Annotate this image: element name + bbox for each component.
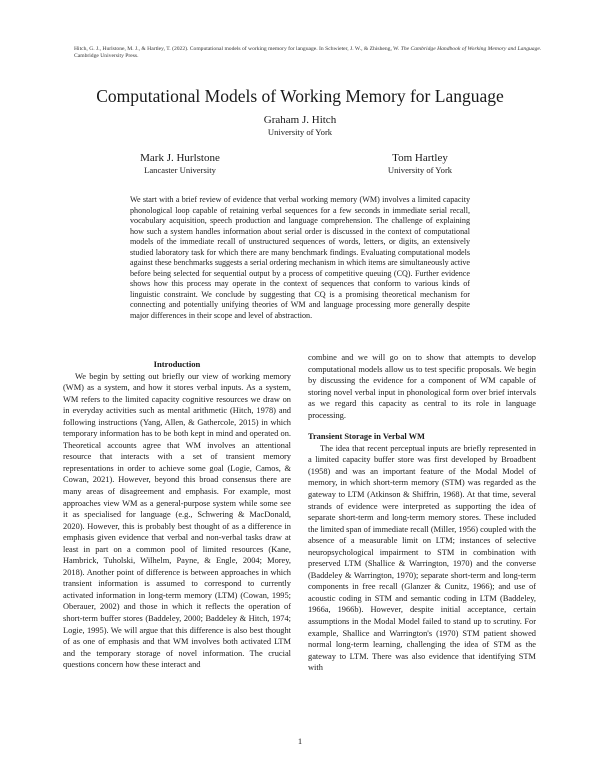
abstract: We start with a brief review of evidence that verbal working memory (WM) involves a limited capacity phonological loop capable of retaining verbal sequences for a few seconds in immediate serial recall, vocabulary acquisition, speech production and language comprehension. The challenge of explaining how such a system handles information about serial order is discussed in the context of computational models of the immediate recall of unstructured sequences of words, letters, or digits, an extensively studied laboratory task for which there are many benchmark findings. Evaluating computational models against these benchmarks suggests a serial ordering mechanism in which items are simultaneously active before being selected for sequential output by a process of competitive queuing (CQ). Further evidence shows how this process may operate in the context of sequences that conform to various kinds of linguistic constraint. We conclude by suggesting that CQ is a promising theoretical mechanism for connecting and potentially unifying theories of WM and language processing more generally despite major differences in their scope and level of abstraction. — [130, 195, 470, 321]
section-heading-introduction: Introduction — [153, 359, 201, 369]
left-column — [63, 359, 291, 671]
author-name: Mark J. Hurlstone — [140, 152, 220, 164]
body-paragraph: The idea that recent perceptual inputs are briefly represented in a limited capacity buffer store was first developed by Broadbent (1958) and was an important feature of the Modal Model of memory, in which short-term memory (STM) was regarded as the gateway to LTM (Atkinson & Shiffrin, 1968). At that time, several strands of evidence were interpreted as supporting the idea of separate short-term and long-term memory stores. These included the limited span of immediate recall (Miller, 1956) coupled with the absence of a measurable limit on LTM; instances of selective neuropsychological impairment to STM in combination with preserved LTM (Shallice & Warrington, 1970) and the converse (Baddeley & Warrington, 1970); separate short-term and long-term components in free recall (Glanzer & Cunitz, 1966); and use of acoustic coding in STM and semantic coding in LTM (Baddeley, 1966a, 1966b). However, despite initial acceptance, certain assumptions in the Modal Model failed to stand up to scrutiny. For example, Shallice and Warrington's (1970) STM patient showed normal long-term learning, challenging the idea of STM as the gateway to LTM. There was also evidence that identifying STM with — [308, 443, 536, 673]
author-affiliation: University of York — [267, 127, 333, 137]
page-number: 1 — [297, 736, 303, 746]
subsection-heading: Transient Storage in Verbal WM — [308, 432, 425, 442]
body-paragraph: We begin by setting out briefly our view of working memory (WM) as a system, and how it stores verbal inputs. As a system, WM refers to the limited capacity cognitive resources we draw on in everyday activities such as mental arithmetic (Hitch, 1978) and following instructions (Yang, Allen, & Gathercole, 2015) in which temporary information has to be both kept in mind and operated on. Theoretical accounts agree that WM involves an attentional resource that interacts with a set of transient memory representations in order to achieve some goal (Logie, Camos, & Cowan, 2021). However, beyond this broad consensus there are many areas of disagreement and emphasis. For example, most approaches view WM as a general-purpose system while some see it as specialised for language (e.g., Schwering & MacDonald, 2020). However, this is probably best thought of as a difference in emphasis given evidence that verbal and non-verbal tasks draw at least in part on a common pool of limited resources (Kane, Hambrick, Tuholski, Wilhelm, Payne, & Engle, 2004; Morey, 2018). Another point of difference is between approaches in which transient information is assumed to correspond to currently activated information in long-term memory (LTM) (Cowan, 1995; Oberauer, 2002) and those in which it reflects the operation of short-term buffer stores (Baddeley, 2000; Baddeley & Hitch, 1974; Logie, 1995). We will argue that this difference is also best thought of as one of emphasis and that WM involves both activated LTM and the temporary storage of novel information. The crucial questions concern how these interact and — [63, 371, 291, 670]
paper-title: Computational Models of Working Memory for Language — [96, 86, 504, 106]
author-affiliation: University of York — [387, 165, 453, 175]
author-block-hitch — [200, 114, 400, 138]
author-block-hurlstone — [100, 152, 260, 176]
citation-prefix: Hitch, G. J., Hurlstone, M. J., & Hartley, T. (2022). Computational models of working memory for language. In Schwieter, J. W., & Zhisheng, W. — [74, 46, 401, 52]
author-affiliation: Lancaster University — [144, 165, 216, 175]
author-name: Graham J. Hitch — [263, 114, 337, 126]
citation-book-title: The Cambridge Handbook of Working Memory and Language — [400, 46, 540, 52]
right-column — [308, 352, 536, 674]
citation-suffix: . Cambridge University Press. — [74, 46, 542, 59]
author-block-hartley — [340, 152, 500, 176]
citation-header — [74, 46, 544, 60]
author-name: Tom Hartley — [392, 152, 448, 164]
body-paragraph-continuation: combine and we will go on to show that attempts to develop computational models allow us to test specific proposals. We begin by discussing the evidence for a component of WM capable of storing novel verbal input in phonological form over brief intervals as we regard this capacity as central to its role in language processing. — [308, 353, 536, 420]
